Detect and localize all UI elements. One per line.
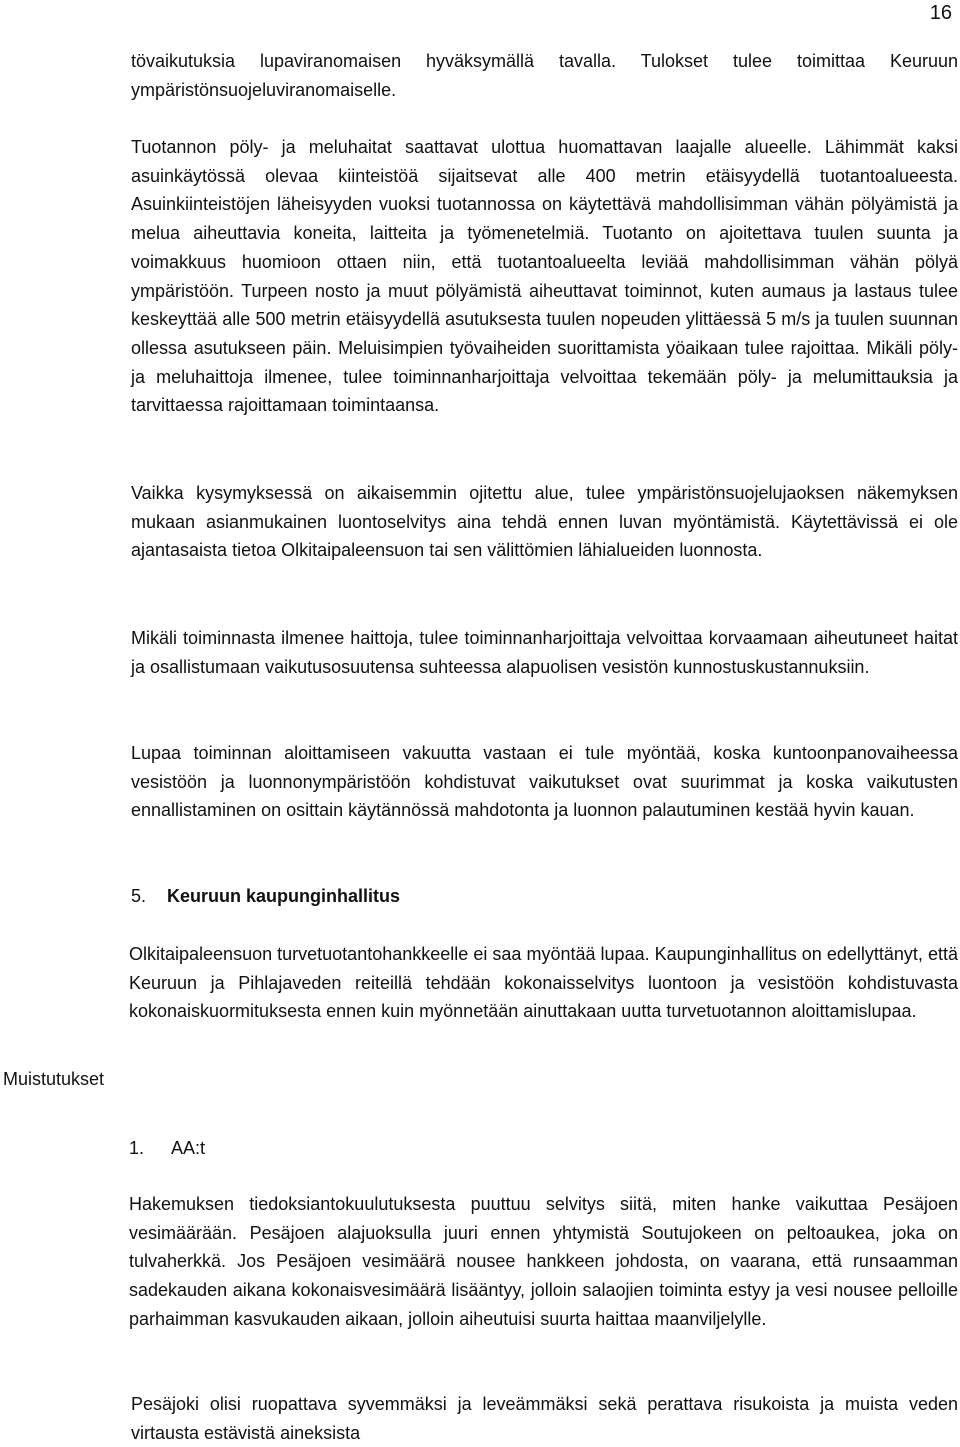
paragraph-compensation: Mikäli toiminnasta ilmenee haittoja, tulee toiminnanharjoittaja velvoittaa korvaamaan aiheutuneet haitat ja osallistumaan vaikutusosuutensa suhteessa alapuolisen vesistön kunnostuskustannuksiin. <box>131 628 958 677</box>
paragraph-city-board: Olkitaipaleensuon turvetuotantohankkeelle ei saa myöntää lupaa. Kaupunginhallitus on edellyttänyt, että Keuruun ja Pihlajaveden reiteillä tehdään kokonaisselvitys luontoon ja vesistöön kohdistuvasta kokonaiskuormituksesta ennen kuin myönnetään ainuttakaan uutta turvetuotannon aloittamislupaa. <box>129 944 958 1022</box>
section-title: Keuruun kaupunginhallitus <box>167 886 400 906</box>
paragraph-dust-noise: Tuotannon pöly- ja meluhaitat saattavat ulottua huomattavan laajalle alueelle. Lähimmät kaksi asuinkäytössä olevaa kiinteistöä sijaitsevat alle 400 metrin etäisyydellä tuotantoalueesta. Asuinkiinteistöjen läheisyyden vuoksi tuotannossa on käytettävä mahdollisimman vähän pölyämistä ja melua aiheuttavia koneita, laitteita ja työmenetelmiä. Tuotanto on ajoitettava tuulen suunta ja voimakkuus huomioon ottaen niin, että tuotantoalueelta leviää mahdollisimman vähän pölyä ympäristöön. Turpeen nosto ja muut pölyämistä aiheuttavat toiminnot, kuten aumaus ja lastaus tulee keskeyttää alle 500 metrin etäisyydellä asutuksesta tuulen nopeuden ylittäessä 5 m/s ja tuulen suunnan ollessa asutukseen päin. Meluisimpien työvaiheiden suorittamista yöaikaan tulee rajoittaa. Mikäli pöly- ja meluhaittoja ilmenee, tulee toiminnanharjoittaja velvoittaa tekemään pöly- ja melumittauksia ja tarvittaessa rajoittamaan toimintaansa. <box>131 137 958 416</box>
section-number: 5. <box>131 886 147 906</box>
paragraph-nature-survey: Vaikka kysymyksessä on aikaisemmin ojitettu alue, tulee ympäristönsuojelujaoksen näkemyksen mukaan asianmukainen luontoselvitys aina tehdä ennen luvan myöntämistä. Käytettävissä ei ole ajantasaista tietoa Olkitaipaleensuon tai sen välittömien lähialueiden luonnosta. <box>131 483 958 561</box>
paragraph-dredging: Pesäjoki olisi ruopattava syvemmäksi ja leveämmäksi sekä perattava risukoista ja muista veden virtausta estävistä aineksista <box>131 1394 958 1443</box>
paragraph-results-delivery: tövaikutuksia lupaviranomaisen hyväksymällä tavalla. Tulokset tulee toimittaa Keuruun ympäristönsuojeluviranomaiselle. <box>131 51 958 100</box>
item-number: 1. <box>129 1138 145 1158</box>
section-heading <box>131 882 400 910</box>
paragraph-water-volume: Hakemuksen tiedoksiantokuulutuksesta puuttuu selvitys siitä, miten hanke vaikuttaa Pesäjoen vesimäärään. Pesäjoen alajuoksulla juuri ennen yhtymistä Soutujokeen on peltoaukea, joka on tulvaherkkä. Jos Pesäjoen vesimäärä nousee hankkeen johdosta, on vaarana, että runsaamman sadekauden aikana kokonaisvesimäärä lisääntyy, jolloin salaojien toiminta estyy ja vesi nousee pelloille parhaimman kasvukauden aikaan, jolloin aiheutuisi suurta haittaa maanviljelylle. <box>129 1194 958 1329</box>
paragraph-security-permit: Lupaa toiminnan aloittamiseen vakuutta vastaan ei tule myöntää, koska kuntoonpanovaiheessa vesistöön ja luonnonympäristöön kohdistuvat vaikutukset ovat suurimmat ja koska vaikutusten ennallistaminen on osittain käytännössä mahdotonta ja luonnon palautuminen kestää hyvin kauan. <box>131 743 958 821</box>
item-title: AA:t <box>171 1138 206 1158</box>
item-heading <box>129 1134 205 1162</box>
page-number: 16 <box>929 2 952 24</box>
margin-label: Muistutukset <box>3 1069 105 1089</box>
